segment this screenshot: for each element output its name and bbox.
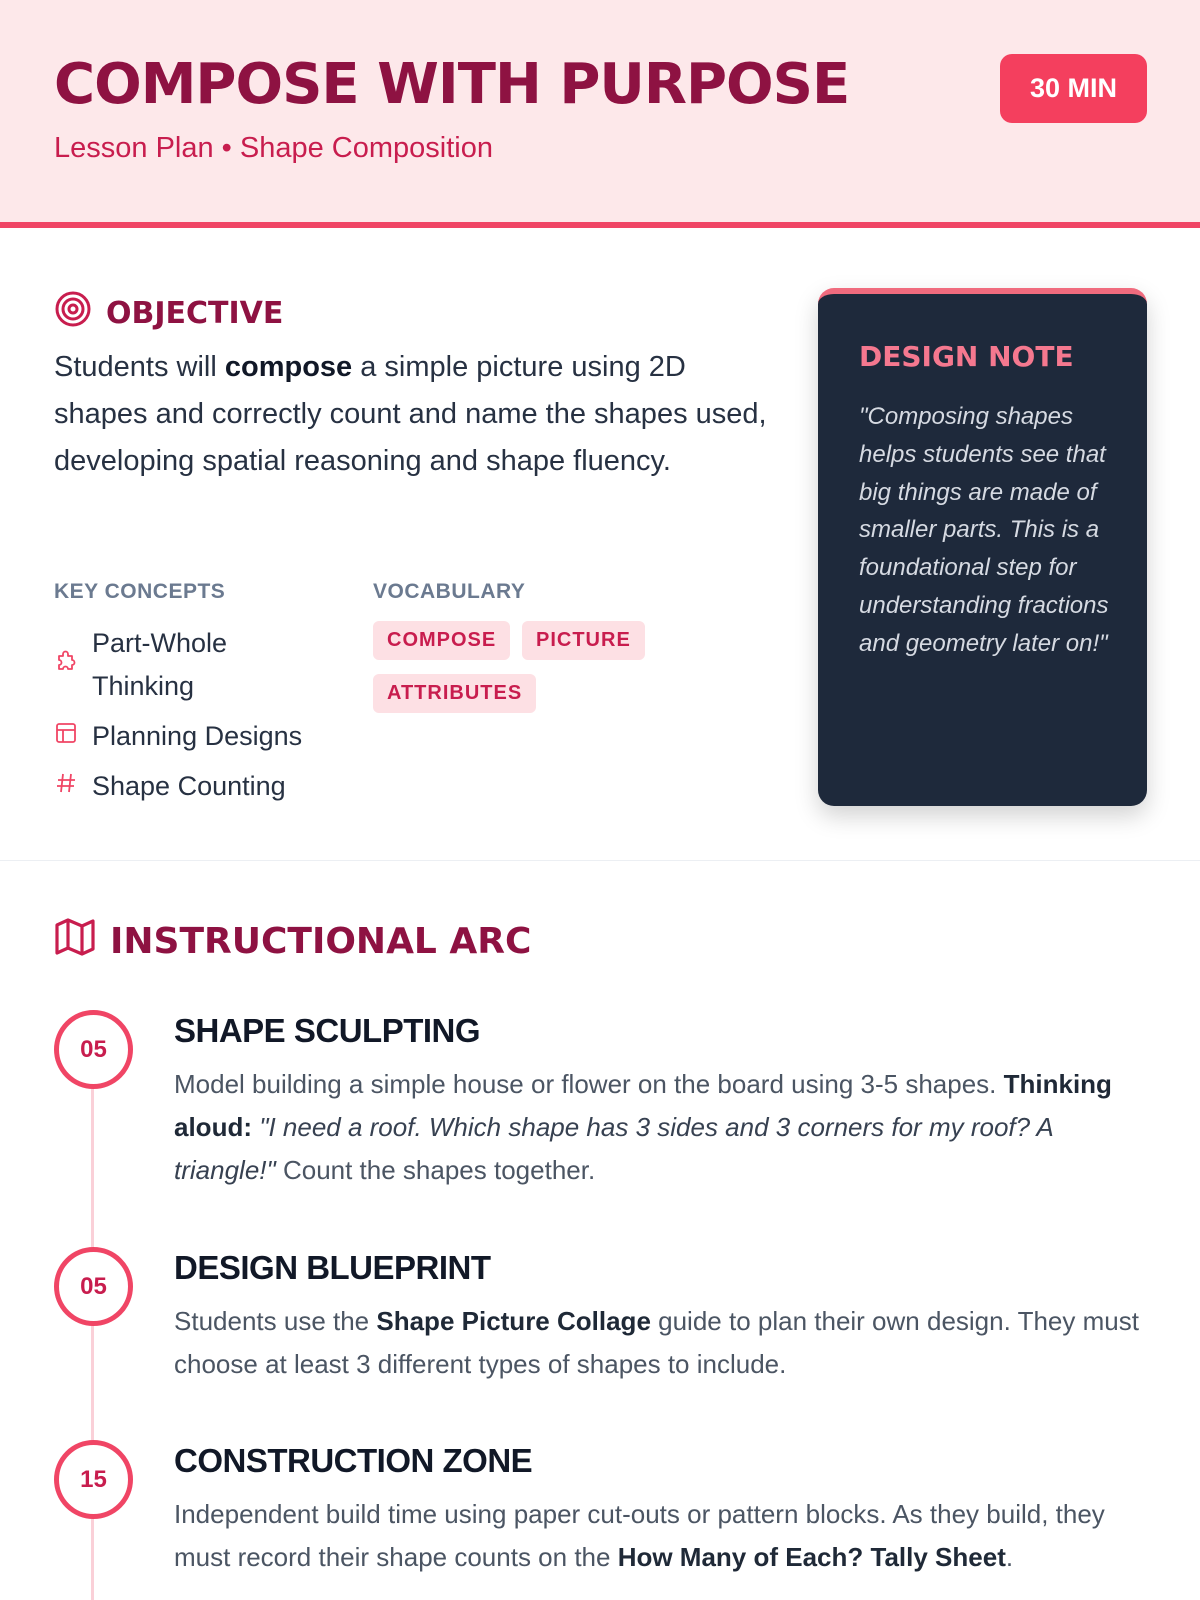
step-title: DESIGN BLUEPRINT <box>174 1249 491 1286</box>
map-icon <box>54 917 96 966</box>
design-note-quote: "Composing shapes helps students see that big things are made of smaller parts. This is a foundational step for understanding fractions and geometry later on!" <box>859 403 1109 657</box>
duration-badge: 30 MIN <box>1000 54 1147 123</box>
objective-heading <box>54 290 283 336</box>
page-title: COMPOSE WITH PURPOSE <box>54 52 850 117</box>
step-body: Students use the Shape Picture Collage guide to plan their own design. They must choose at least 3 different types of shapes to include. <box>174 1306 1139 1379</box>
page-subtitle: Lesson Plan • Shape Composition <box>54 132 493 164</box>
hash-icon <box>54 765 78 808</box>
page-header <box>0 0 1200 228</box>
key-concepts-label: KEY CONCEPTS <box>54 580 226 603</box>
vocabulary-label: VOCABULARY <box>373 580 526 603</box>
instructional-arc-heading-text: INSTRUCTIONAL ARC <box>110 921 532 962</box>
design-note-title: DESIGN NOTE <box>859 340 1074 373</box>
key-concept-item: Planning Designs <box>54 715 352 758</box>
step-body: Independent build time using paper cut-outs or pattern blocks. As they build, they must record their shape counts on the How Many of Each? Tally Sheet. <box>174 1499 1105 1572</box>
objective-emphasis: compose <box>224 351 353 383</box>
step-title: CONSTRUCTION ZONE <box>174 1442 533 1479</box>
vocab-chip: COMPOSE <box>373 621 510 660</box>
instructional-arc-heading <box>54 917 531 966</box>
step-title: SHAPE SCULPTING <box>174 1012 481 1049</box>
vocab-chip: PICTURE <box>522 621 645 660</box>
step-duration-circle: 15 <box>54 1440 133 1519</box>
objective-heading-text: OBJECTIVE <box>106 295 284 331</box>
step-duration-circle: 05 <box>54 1247 133 1326</box>
layout-icon <box>54 715 78 758</box>
step-duration-circle: 05 <box>54 1010 133 1089</box>
section-divider <box>0 860 1200 861</box>
step-body: Model building a simple house or flower on the board using 3-5 shapes. Thinking aloud: "I need a roof. Which shape has 3 sides and 3 corners for my roof? A triangle!" Count the shapes together. <box>174 1069 1112 1185</box>
target-icon <box>54 290 92 336</box>
objective-text: Students will compose a simple picture using 2D shapes and correctly count and name the shapes used, developing spatial reasoning and shape fluency. <box>54 351 767 477</box>
puzzle-icon <box>54 644 78 687</box>
key-concept-item: Part-Whole Thinking <box>54 622 262 708</box>
vocab-chip: ATTRIBUTES <box>373 674 536 713</box>
timeline-line <box>91 1060 94 1600</box>
key-concept-item: Shape Counting <box>54 765 352 808</box>
design-note-card <box>818 288 1147 806</box>
